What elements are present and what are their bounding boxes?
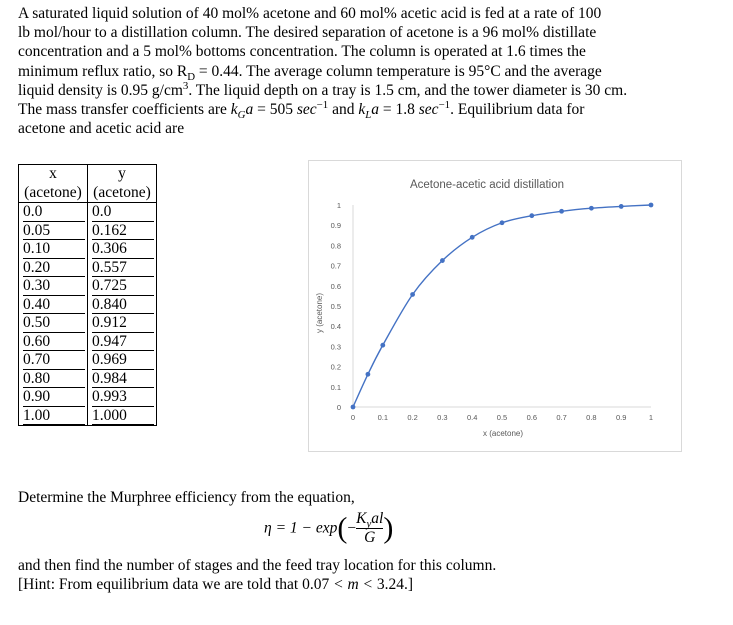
- unit: sec: [418, 101, 439, 119]
- y-tick-label: 0.2: [330, 362, 341, 372]
- header-x: [19, 165, 88, 203]
- table-cell-y: [88, 388, 157, 407]
- hint-line: [18, 575, 718, 594]
- x-tick-label: 0.3: [437, 413, 448, 422]
- math-inequality: < m <: [333, 576, 373, 593]
- left-paren: (: [337, 511, 348, 545]
- chart-series: [351, 203, 654, 410]
- data-point: [440, 258, 445, 263]
- data-point: [470, 235, 475, 240]
- data-point: [559, 209, 564, 214]
- table-cell-y: [88, 333, 157, 352]
- cell-value: 0.0: [23, 203, 85, 222]
- header-label: x: [49, 165, 57, 182]
- x-tick-label: 0.2: [407, 413, 418, 422]
- x-tick-label: 0.5: [496, 413, 508, 422]
- data-point: [351, 405, 356, 410]
- table-cell-x: [19, 259, 88, 278]
- subscript: G: [237, 109, 246, 122]
- final-instructions: [18, 556, 718, 594]
- murphree-equation: [264, 510, 393, 550]
- table-cell-y: [88, 370, 157, 389]
- x-tick-label: 1: [648, 413, 654, 422]
- table-row: [19, 240, 157, 259]
- table-row: [19, 407, 157, 426]
- y-tick-label: 0.3: [330, 342, 341, 352]
- math-k: k: [230, 101, 238, 119]
- table-row: [19, 314, 157, 333]
- table-cell-y: [88, 407, 157, 426]
- cell-value: 0.557: [92, 259, 154, 278]
- fraction-denominator: G: [364, 529, 376, 546]
- text-run: 3.24.]: [372, 576, 414, 593]
- math-a: a: [371, 101, 380, 119]
- table-row: [19, 259, 157, 278]
- math-a: a: [245, 101, 254, 119]
- data-point: [649, 203, 654, 208]
- cell-value: 0.969: [92, 351, 154, 370]
- cell-value: 0.60: [23, 333, 85, 352]
- table-cell-x: [19, 203, 88, 222]
- problem-line: lb mol/hour to a distillation column. The desired separation of acetone is a 96 mol% distillate: [18, 24, 597, 42]
- header-sub: (acetone): [93, 183, 151, 201]
- y-tick-label: 0.1: [330, 382, 341, 392]
- table-cell-x: [19, 222, 88, 241]
- y-tick-label: 0.8: [330, 241, 341, 251]
- problem-line: [18, 62, 718, 81]
- cell-value: 0.993: [92, 388, 154, 407]
- x-tick-label: 0.1: [377, 413, 389, 422]
- table-cell-y: [88, 351, 157, 370]
- unit: sec: [296, 101, 317, 119]
- problem-line: concentration and a 5 mol% bottoms concentration. The column is operated at 1.6 times the: [18, 43, 586, 61]
- data-point: [366, 372, 371, 377]
- superscript: −1: [438, 98, 451, 111]
- text-run: . The liquid depth on a tray is 1.5 cm, and the tower diameter is 30 cm.: [188, 81, 628, 99]
- data-point: [619, 204, 624, 209]
- table-cell-x: [19, 277, 88, 296]
- cell-value: 0.912: [92, 314, 154, 333]
- table-cell-y: [88, 314, 157, 333]
- table-body: [19, 203, 157, 426]
- text-run: = 0.44. The average column temperature is 95°C and the average: [195, 62, 602, 80]
- y-tick-label: 0.5: [330, 302, 341, 311]
- num-k: K: [356, 510, 367, 527]
- table-row: [19, 203, 157, 222]
- problem-line: [18, 98, 718, 122]
- text-run: [Hint: From equilibrium data we are told that 0.07: [18, 576, 334, 593]
- num-sub: y: [366, 518, 372, 531]
- table-cell-y: [88, 296, 157, 315]
- cell-value: 0.90: [23, 388, 85, 407]
- data-point: [529, 213, 534, 218]
- equilibrium-table: [18, 164, 157, 426]
- table-row: [19, 277, 157, 296]
- data-point: [500, 220, 505, 225]
- table-row: [19, 222, 157, 241]
- table-cell-y: [88, 240, 157, 259]
- table-cell-x: [19, 296, 88, 315]
- fraction-numerator: [356, 510, 383, 529]
- text-run: and: [328, 101, 359, 119]
- subscript: L: [365, 109, 372, 122]
- cell-value: 0.984: [92, 370, 154, 389]
- table-cell-y: [88, 203, 157, 222]
- chart-xlabel: x (acetone): [482, 429, 524, 438]
- chart-ylabel: y (acetone): [315, 292, 324, 334]
- chart-title: Acetone-acetic acid distillation: [409, 179, 565, 191]
- table-row: [19, 351, 157, 370]
- chart-axes: [331, 201, 654, 422]
- series-line: [353, 205, 651, 407]
- table-cell-x: [19, 370, 88, 389]
- cell-value: 0.947: [92, 333, 154, 352]
- cell-value: 0.20: [23, 259, 85, 278]
- data-point: [380, 343, 385, 348]
- data-point: [410, 292, 415, 297]
- cell-value: 0.840: [92, 296, 154, 315]
- cell-value: 1.00: [23, 407, 85, 426]
- problem-statement: [18, 4, 718, 138]
- table-row: [19, 388, 157, 407]
- num-rest: al: [371, 510, 384, 527]
- text-run: The mass transfer coefficients are: [18, 101, 231, 119]
- cell-value: 0.725: [92, 277, 154, 296]
- instruction-text: Determine the Murphree efficiency from the equation,: [18, 489, 355, 506]
- subscript: D: [187, 70, 196, 83]
- math-k: k: [358, 101, 366, 119]
- cell-value: 0.05: [23, 222, 85, 241]
- table-cell-x: [19, 240, 88, 259]
- cell-value: 1.000: [92, 407, 154, 426]
- y-tick-label: 0.9: [330, 221, 341, 231]
- cell-value: 0.30: [23, 277, 85, 296]
- y-tick-label: 0.4: [330, 322, 341, 332]
- cell-value: 0.306: [92, 240, 154, 259]
- right-paren: ): [383, 511, 394, 545]
- x-tick-label: 0.7: [556, 413, 567, 422]
- superscript: 3: [182, 79, 189, 92]
- equation-lhs: η = 1 − exp: [264, 519, 338, 537]
- table-cell-y: [88, 222, 157, 241]
- data-point: [589, 206, 594, 211]
- table-cell-x: [19, 407, 88, 426]
- problem-line: [18, 81, 718, 100]
- x-tick-label: 0.6: [526, 413, 538, 422]
- equation-fraction: [356, 510, 383, 547]
- table-cell-y: [88, 259, 157, 278]
- table-row: [19, 333, 157, 352]
- cell-value: 0.80: [23, 370, 85, 389]
- cell-value: 0.162: [92, 222, 154, 241]
- text-run: minimum reflux ratio, so R: [18, 62, 188, 80]
- table-row: [19, 296, 157, 315]
- table-cell-y: [88, 277, 157, 296]
- text-run: = 505: [253, 101, 297, 119]
- problem-line: acetone and acetic acid are: [18, 120, 185, 138]
- y-tick-label: 0.6: [330, 281, 341, 291]
- text-run: . Equilibrium data for: [450, 101, 585, 119]
- table-row: [19, 370, 157, 389]
- header-label: y: [118, 165, 126, 182]
- table-cell-x: [19, 333, 88, 352]
- text-run: liquid density is 0.95 g/cm: [18, 81, 183, 99]
- equilibrium-chart: [308, 160, 682, 452]
- header-sub: (acetone): [24, 183, 82, 201]
- cell-value: 0.0: [92, 203, 154, 222]
- problem-line: A saturated liquid solution of 40 mol% acetone and 60 mol% acetic acid is fed at a rate of 100: [18, 5, 602, 22]
- cell-value: 0.10: [23, 240, 85, 259]
- x-tick-label: 0.9: [615, 413, 627, 422]
- cell-value: 0.40: [23, 296, 85, 315]
- table-cell-x: [19, 351, 88, 370]
- y-tick-label: 1: [336, 201, 341, 210]
- cell-value: 0.50: [23, 314, 85, 333]
- y-tick-label: 0.7: [330, 261, 341, 271]
- cell-value: 0.70: [23, 351, 85, 370]
- text-run: = 1.8: [379, 101, 419, 119]
- equation-minus: −: [347, 519, 357, 537]
- table-cell-x: [19, 314, 88, 333]
- table-cell-x: [19, 388, 88, 407]
- x-tick-label: 0.8: [586, 413, 597, 422]
- x-tick-label: 0: [350, 413, 356, 422]
- x-tick-label: 0.4: [466, 413, 478, 422]
- y-tick-label: 0: [336, 403, 341, 412]
- final-line: and then find the number of stages and the feed tray location for this column.: [18, 557, 497, 574]
- superscript: −1: [316, 98, 329, 111]
- header-y: [88, 165, 157, 203]
